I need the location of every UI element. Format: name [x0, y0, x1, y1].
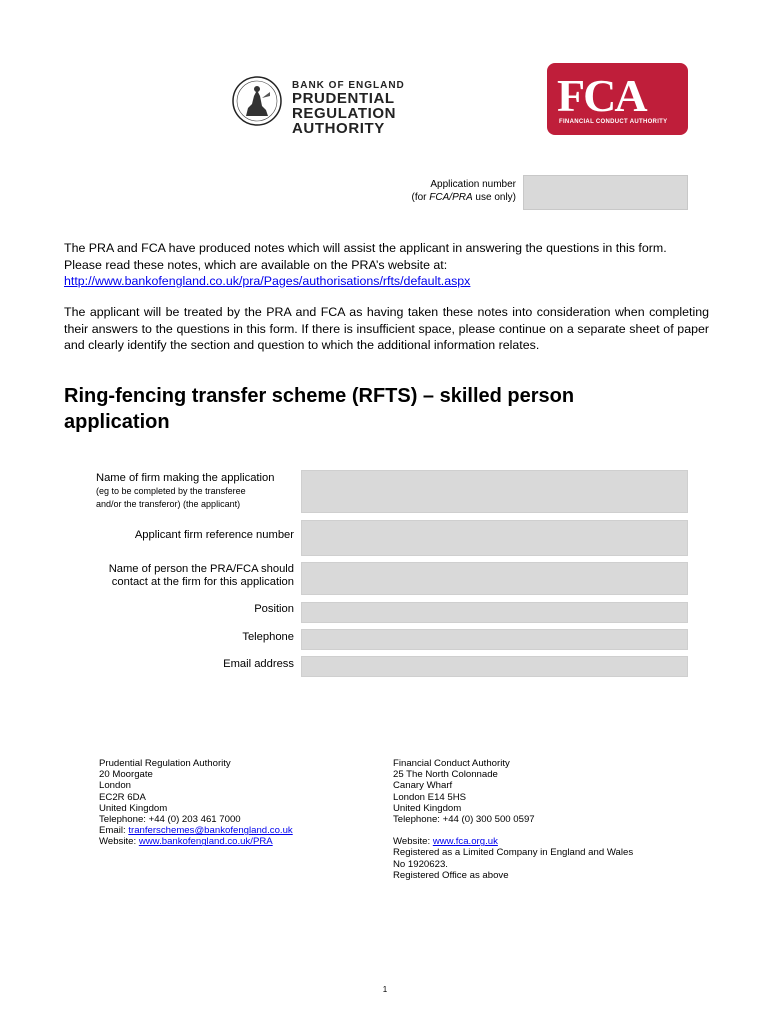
application-number-field[interactable]: [523, 175, 688, 210]
pra-website-row: [99, 836, 359, 847]
pra-address-name: Prudential Regulation Authority: [99, 758, 231, 769]
page-title-line1: Ring-fencing transfer scheme (RFTS) – skilled person: [64, 385, 575, 407]
pra-address-line: 20 Moorgate: [99, 769, 153, 781]
firm-reference-field[interactable]: [301, 520, 688, 556]
pra-address-block: [99, 758, 359, 848]
fca-address-name: Financial Conduct Authority: [393, 758, 510, 769]
intro-line-1: The PRA and FCA have produced notes which will assist the applicant in answering the questions in this form.: [64, 241, 667, 255]
pra-email-prefix: Email:: [99, 825, 129, 837]
application-number-label-prefix: (for: [411, 192, 430, 203]
application-number-label-italic: FCA/PRA: [429, 192, 473, 203]
fca-address-block: [393, 758, 693, 881]
pra-address-line: London: [99, 780, 132, 792]
position-field[interactable]: [301, 602, 688, 623]
pra-name-line2: AUTHORITY: [292, 120, 385, 137]
firm-name-field[interactable]: [301, 470, 688, 513]
firm-name-label-text: Name of firm making the application: [96, 472, 275, 484]
firm-name-sublabel-1: (eg to be completed by the transferee: [96, 486, 246, 496]
fca-registered-line: Registered as a Limited Company in England and Wales: [393, 847, 634, 859]
page-title-line2: application: [64, 411, 170, 433]
pra-address-line: EC2R 6DA: [99, 791, 146, 803]
page-title: [64, 383, 664, 435]
fca-address-line: London E14 5HS: [393, 791, 467, 803]
boe-name: BANK OF ENGLAND: [292, 80, 405, 91]
intro-paragraph-2: The applicant will be treated by the PRA and FCA as having taken these notes into consideration when completing their answers to the questions in this form. If there is insufficient space, please continue on a separate sheet of paper and clearly identify the section and question to which the additional information relates.: [64, 305, 709, 352]
pra-telephone: Telephone: +44 (0) 203 461 7000: [99, 814, 241, 826]
pra-website-prefix: Website:: [99, 836, 139, 848]
firm-name-label: [96, 472, 296, 511]
britannia-seal-icon: [232, 76, 282, 126]
contact-person-label-line2: contact at the firm for this application: [111, 576, 294, 588]
application-number-label: [330, 178, 516, 204]
intro-paragraph-1: [64, 240, 709, 290]
pra-website-link[interactable]: www.bankofengland.co.uk/PRA: [138, 836, 273, 848]
fca-address-line: Canary Wharf: [393, 780, 453, 792]
pra-address-line: United Kingdom: [99, 802, 168, 814]
fca-telephone: Telephone: +44 (0) 300 500 0597: [393, 814, 535, 826]
fca-website-row: [393, 836, 693, 847]
pra-email-link[interactable]: tranferschemes@bankofengland.co.uk: [128, 825, 293, 837]
fca-address-line: 25 The North Colonnade: [393, 769, 498, 781]
fca-logo-subtitle: FINANCIAL CONDUCT AUTHORITY: [559, 119, 668, 125]
fca-address-line: United Kingdom: [393, 802, 462, 814]
pra-name: [292, 91, 492, 136]
page-number: 1: [382, 985, 388, 994]
fca-logo-letters: FCA: [557, 70, 646, 121]
application-number-label-line1: Application number: [430, 179, 516, 190]
fca-website-prefix: Website:: [393, 836, 433, 848]
boe-pra-logo: [232, 76, 492, 136]
pra-name-line1: PRUDENTIAL REGULATION: [292, 90, 397, 122]
contact-person-label: [109, 563, 294, 589]
position-label: Position: [254, 603, 294, 615]
contact-person-label-line1: Name of person the PRA/FCA should: [108, 563, 294, 575]
email-field[interactable]: [301, 656, 688, 677]
intro-line-2: Please read these notes, which are available on the PRA’s website at:: [64, 257, 448, 272]
fca-registered-line: No 1920623.: [393, 858, 448, 870]
firm-name-sublabel-2: and/or the transferor) (the applicant): [96, 499, 241, 509]
pra-email-row: [99, 825, 359, 836]
application-number-label-suffix: use only): [472, 192, 516, 203]
fca-logo: [547, 63, 688, 135]
spacer: [393, 825, 693, 836]
fca-registered-line: Registered Office as above: [393, 869, 509, 881]
email-label: Email address: [223, 658, 294, 670]
telephone-field[interactable]: [301, 629, 688, 650]
fca-website-link[interactable]: www.fca.org.uk: [432, 836, 498, 848]
firm-reference-label: Applicant firm reference number: [134, 529, 294, 541]
contact-person-field[interactable]: [301, 562, 688, 595]
pra-notes-link[interactable]: http://www.bankofengland.co.uk/pra/Pages/authorisations/rfts/default.aspx: [64, 274, 471, 288]
telephone-label: Telephone: [242, 631, 294, 643]
